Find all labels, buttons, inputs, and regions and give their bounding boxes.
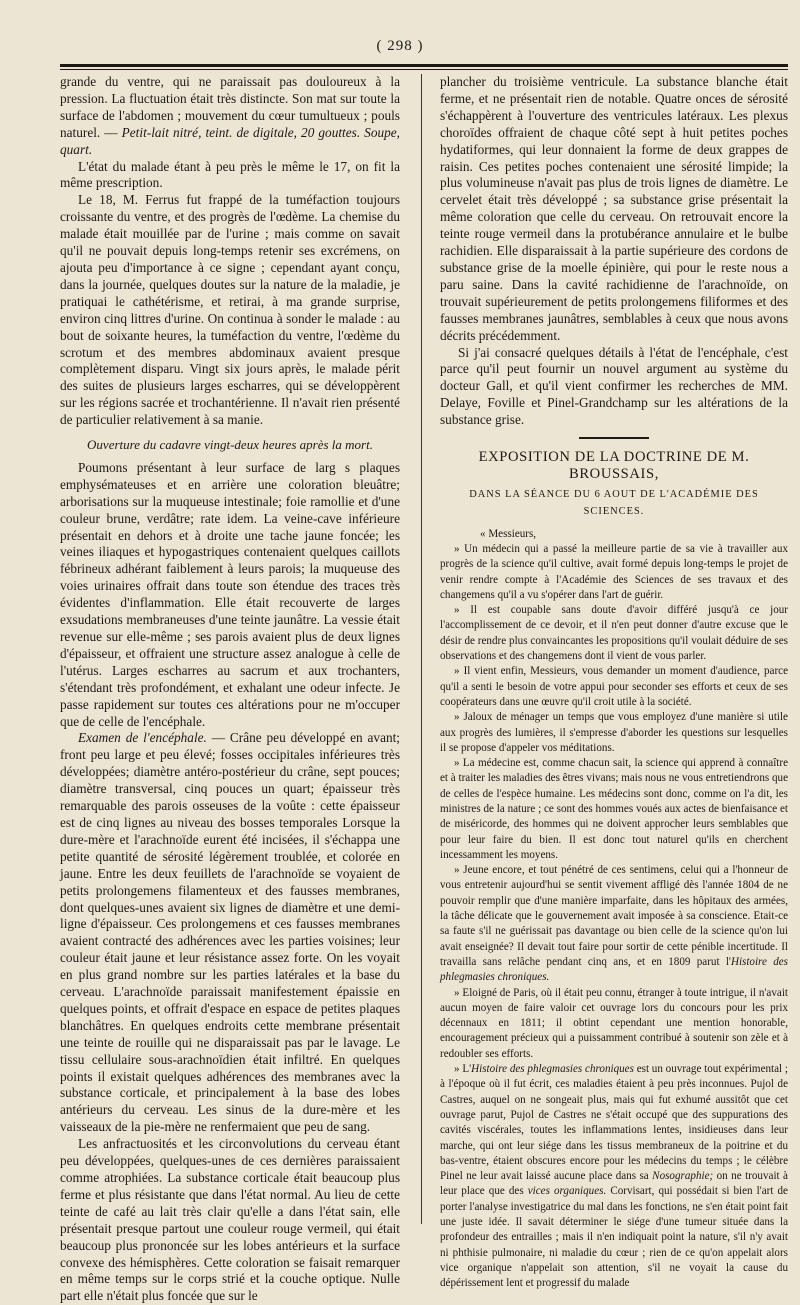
paragraph: » La médecine est, comme chacun sait, la science qui apprend à connaître et à traiter les maladies des êtres vivans; mais nous ne vous entretiendrons que de celles de l'espèce humaine. Les médecins sont donc, comme on l'a dit, les ministres de la nature ; ce sont des hommes voués aux actes de bienfaisance et de miséricorde, des hommes qui ne doivent approcher leurs semblables que pour leur faire du bien. Il est donc tout naturel qu'ils en cherchent incessamment les moyens. bbox=[440, 757, 788, 861]
left-column bbox=[60, 74, 401, 1304]
column-divider bbox=[421, 74, 422, 1224]
page-number: ( 298 ) bbox=[376, 38, 424, 54]
paragraph: Si j'ai consacré quelques détails à l'état de l'encéphale, c'est parce qu'il peut fournir un nouvel argument au système du docteur Gall, et qu'il vient confirmer les recherches de MM. Delaye, Foville et Pinel-Grandchamp sur les altérations de la substance grise. bbox=[440, 344, 788, 428]
paragraph: » Il est coupable sans doute d'avoir différé jusqu'à ce jour l'accomplissement de ce devoir, et il n'en peut donner d'autre excuse que le désir de rendre plus convaincantes les propositions qu'il voulait déduire de ses observations et des changemens dont il vient de vous parler. bbox=[440, 604, 788, 663]
article-title: EXPOSITION DE LA DOCTRINE DE M. BROUSSAIS, bbox=[478, 449, 750, 482]
article-subtitle: DANS LA SÉANCE DU 6 AOUT DE L'ACADÉMIE DES SCIENCES. bbox=[469, 488, 759, 517]
speech-body bbox=[440, 527, 788, 1292]
paragraph: » Jaloux de ménager un temps que vous employez d'une manière si utile aux progrès des lumières, il s'empresse d'aborder les questions sur lesquelles il se propose d'appeler vos méditations. bbox=[440, 711, 788, 754]
paragraph: Les anfractuosités et les circonvolutions du cerveau étant peu développées, quelques-unes de ces dernières paraissaient comme atrophiées. La substance corticale était beaucoup plus ferme et plus résistante que dans l'état normal. Au lieu de cette teinte de café au lait très clair qu'elle a dans l'état sain, elle présentait presque partout une couleur rouge vermeil, qui était beaucoup plus prononcée sur les lobes antérieurs et la surface convexe des hémisphères. Cette coloration se faisait remarquer en même temps sur le corps strié et la couche optique. Nulle part elle n'était plus foncée que sur le bbox=[60, 1136, 400, 1304]
header-rule-thin bbox=[60, 69, 788, 70]
salutation: « Messieurs, bbox=[480, 527, 537, 540]
paragraph: plancher du troisième ventricule. La substance blanche était ferme, et ne présentait rien de notable. Quatre onces de sérosité s'échappèrent à l'ouverture des ventricules latéraux. Les plexus choroïdes offraient de chaque côté sept à huit petites poches hydatiformes, qui leur donnaient la forme de deux grappes de raisin. Ces petites poches contenaient une sérosité limpide; la plus volumineuse n'avait pas plus de trois lignes de diamètre. Le cervelet était très développé ; sa substance grise présentait la même coloration que celle du cerveau. On retrouvait encore la teinte rouge vermeil dans la protubérance annulaire et le bulbe rachidien. Elle disparaissait à la partie supérieure des cordons de substance grise de la moelle épinière, qui pour le reste nous a paru saine. Dans la cavité rachidienne de l'arachnoïde, on trouvait supérieurement de petits prolongemens filiformes et des fausses membranes jaunâtres, semblables à ceux que nous avons décrits précédemment. bbox=[440, 74, 788, 343]
paragraph: » Un médecin qui a passé la meilleure partie de sa vie à travailler aux progrès de la science qu'il cultive, avait formé depuis long-temps le projet de venir rendre compte à l'Académie des Sciences de ses travaux et des changemens qu'il a vu s'opérer dans l'art de guérir. bbox=[440, 542, 788, 601]
paragraph: Examen de l'encéphale. — Crâne peu développé en avant; front peu large et peu élevé; fosses occipitales inférieures très développées; diamètre antéro-postérieur du crâne, sept pouces; diamètre transversal, cinq pouces un quart; épaisseur très remarquable des parois osseuses de la voûte : cette épaisseur est de cinq lignes au niveau des bosses temporales Lorsque la dure-mère et l'arachnoïde eurent été incisées, il s'échappa une petite quantité de sérosité légèrement troublée, et colorée en jaune. Entre les deux feuillets de l'arachnoïde se voyaient de petits prolongemens filamenteux et des fausses membranes, dont quelques-unes avaient six lignes de diamètre et une demi-ligne d'épaisseur. Ces prolongemens et ces fausses membranes avaient contracté des adhérences avec les parties voisines; leur couleur était jaune et leur résistance assez forte. On les voyait en plus grand nombre sur les parties latérales et la base du cerveau. L'arachnoïde paraissait manifestement épaissie en quelques points, et offrait d'espace en espace de petites plaques blanchâtres. En quelques endroits cette membrane présentait une teinte de rouille qui ne disparaissait pas par le lavage. Le tissu cellulaire sous-arachnoïdien était infiltré. En quelques points il existait quelques adhérences des membranes avec la substance corticale, et principalement à la base des lobes antérieurs du cerveau. Les sinus de la dure-mère et les vaisseaux de la pie-mère ne renfermaient que peu de sang. bbox=[60, 730, 401, 1135]
paragraph: » Eloigné de Paris, où il était peu connu, étranger à toute intrigue, il n'avait aucun moyen de faire valoir cet ouvrage lors du concours pour les prix décennaux en 1811; il obtint cependant une mention honorable, encouragement précieux qui a puissamment contribué à soutenir son zèle et à redoubler ses efforts. bbox=[440, 986, 788, 1060]
paragraph: » Jeune encore, et tout pénétré de ces sentimens, celui qui a l'honneur de vous entretenir aujourd'hui se sentit vivement affligé dès l'année 1804 de ne pouvoir remplir que d'une manière imparfaite, dans les hôpitaux des armées, la tâche délicate que le gouvernement avait imposée à sa conscience. Etait-ce sa faute s'il ne guérissait pas davantage ou bien celle de la science qu'on lui avait enseignée? Il devait tout faire pour sortir de cette pénible incertitude. Il travailla sans relâche pendant cinq ans, et en 1809 parut l'Histoire des phlegmasies chroniques. bbox=[440, 864, 788, 984]
paragraph: grande du ventre, qui ne paraissait pas douloureux à la pression. La fluctuation était très distincte. Son mat sur toute la surface de l'abdomen ; mouvement du cœur tumultueux ; pouls naturel. — Petit-lait nitré, teint. de digitale, 20 gouttes. Soupe, quart. bbox=[60, 74, 401, 157]
section-separator bbox=[579, 437, 649, 439]
paragraph: L'état du malade étant à peu près le même le 17, on fit la même prescription. bbox=[60, 158, 400, 191]
section-subheading: Ouverture du cadavre vingt-deux heures après la mort. bbox=[87, 437, 373, 453]
right-column bbox=[440, 74, 788, 1290]
paragraph: » L'Histoire des phlegmasies chroniques est un ouvrage tout expérimental ; à l'époque où il fut écrit, ces maladies étaient à peu près inconnues. Pujol de Castres, auquel on ne songeait plus, mais qui fut exhumé aussitôt que cet ouvrage parut, Pujol de Castres ne s'était occupé que des suppurations des cavités viscérales, toutes les inflammations lentes, insidieuses dans leur marche, qui ont leur siége dans les tissus membraneux de la poitrine et du bas-ventre, étaient obscures encore pour les médecins du temps ; le célèbre Pinel ne leur avait laissé aucune place dans sa Nosographie; on ne trouvait à leur place que des vices organiques. Corvisart, qui possédait si bien l'art de porter l'analyse investigatrice du mal dans les fonctions, ne s'en était point fait une juste idée. Il savait déterminer le siége d'une tumeur située dans la profondeur des entrailles ; mais il n'en indiquait point la nature, s'il n'y avait ni phthisie pulmonaire, ni maladie du cœur ; rien de ce qu'on appelait alors vice organique n'appelait son attention, s'il ne voyait la cause du dépérissement lent et progressif du malade bbox=[440, 1063, 788, 1290]
paragraph: » Il vient enfin, Messieurs, vous demander un moment d'audience, parce qu'il a senti le besoin de votre appui pour seconder ses efforts et ceux de ses coopérateurs dans une œuvre qu'il croit utile à la société. bbox=[440, 665, 788, 708]
header-rule bbox=[60, 64, 788, 67]
paragraph: Poumons présentant à leur surface de larg s plaques emphysémateuses et en arrière une coloration bleuâtre; arborisations sur la muqueuse intestinale; foie ramollie et d'une couleur brune, verdâtre; rate idem. La veine-cave inférieure présentait en dehors et à droite une tache jaune foncée; les veines iliaques et hypogastriques contenaient quelques caillots fébrineux adhérant faiblement à leurs parois; la muqueuse des voies urinaires offrait dans toute son étendue des traces très évidentes d'inflammation. Elle était recouverte de larges exsudations membraneuses d'une teinte jaunâtre. La vessie était revenue sur elle-même ; ses parois avaient plus de deux lignes d'épaisseur, et offraient une structure assez analogue à celle de l'utérus. Larges escharres au sacrum et aux trochanters, s'étendant très profondément, et exhalant une odeur infecte. Je passe rapidement sur toutes ces altérations pour ne m'occuper que de celle de l'encéphale. bbox=[60, 459, 400, 729]
paragraph: Le 18, M. Ferrus fut frappé de la tuméfaction toujours croissante du ventre, et des progrès de l'œdème. La chemise du malade était mouillée par de l'urine ; mais comme on savait qu'il ne pouvait depuis long-temps retenir ses excrémens, on ajouta peu d'importance à ce signe ; cependant ayant conçu, dans la journée, quelques doutes sur la nature de la maladie, je pratiquai le cathétérisme, et retirai, à ma grande surprise, environ cinq littres d'urine. On continua à sonder le malade : au bout de soixante heures, la tuméfaction du ventre, l'œdème du scrotum et des membres abdominaux avaient presque complètement disparu. Vingt six jours après, le malade périt des suites de plusieurs larges escharres, qui se développèrent sur les régions sacrée et trochantérienne. Il n'avait rien présenté de particulier relativement à sa manie. bbox=[60, 192, 400, 428]
